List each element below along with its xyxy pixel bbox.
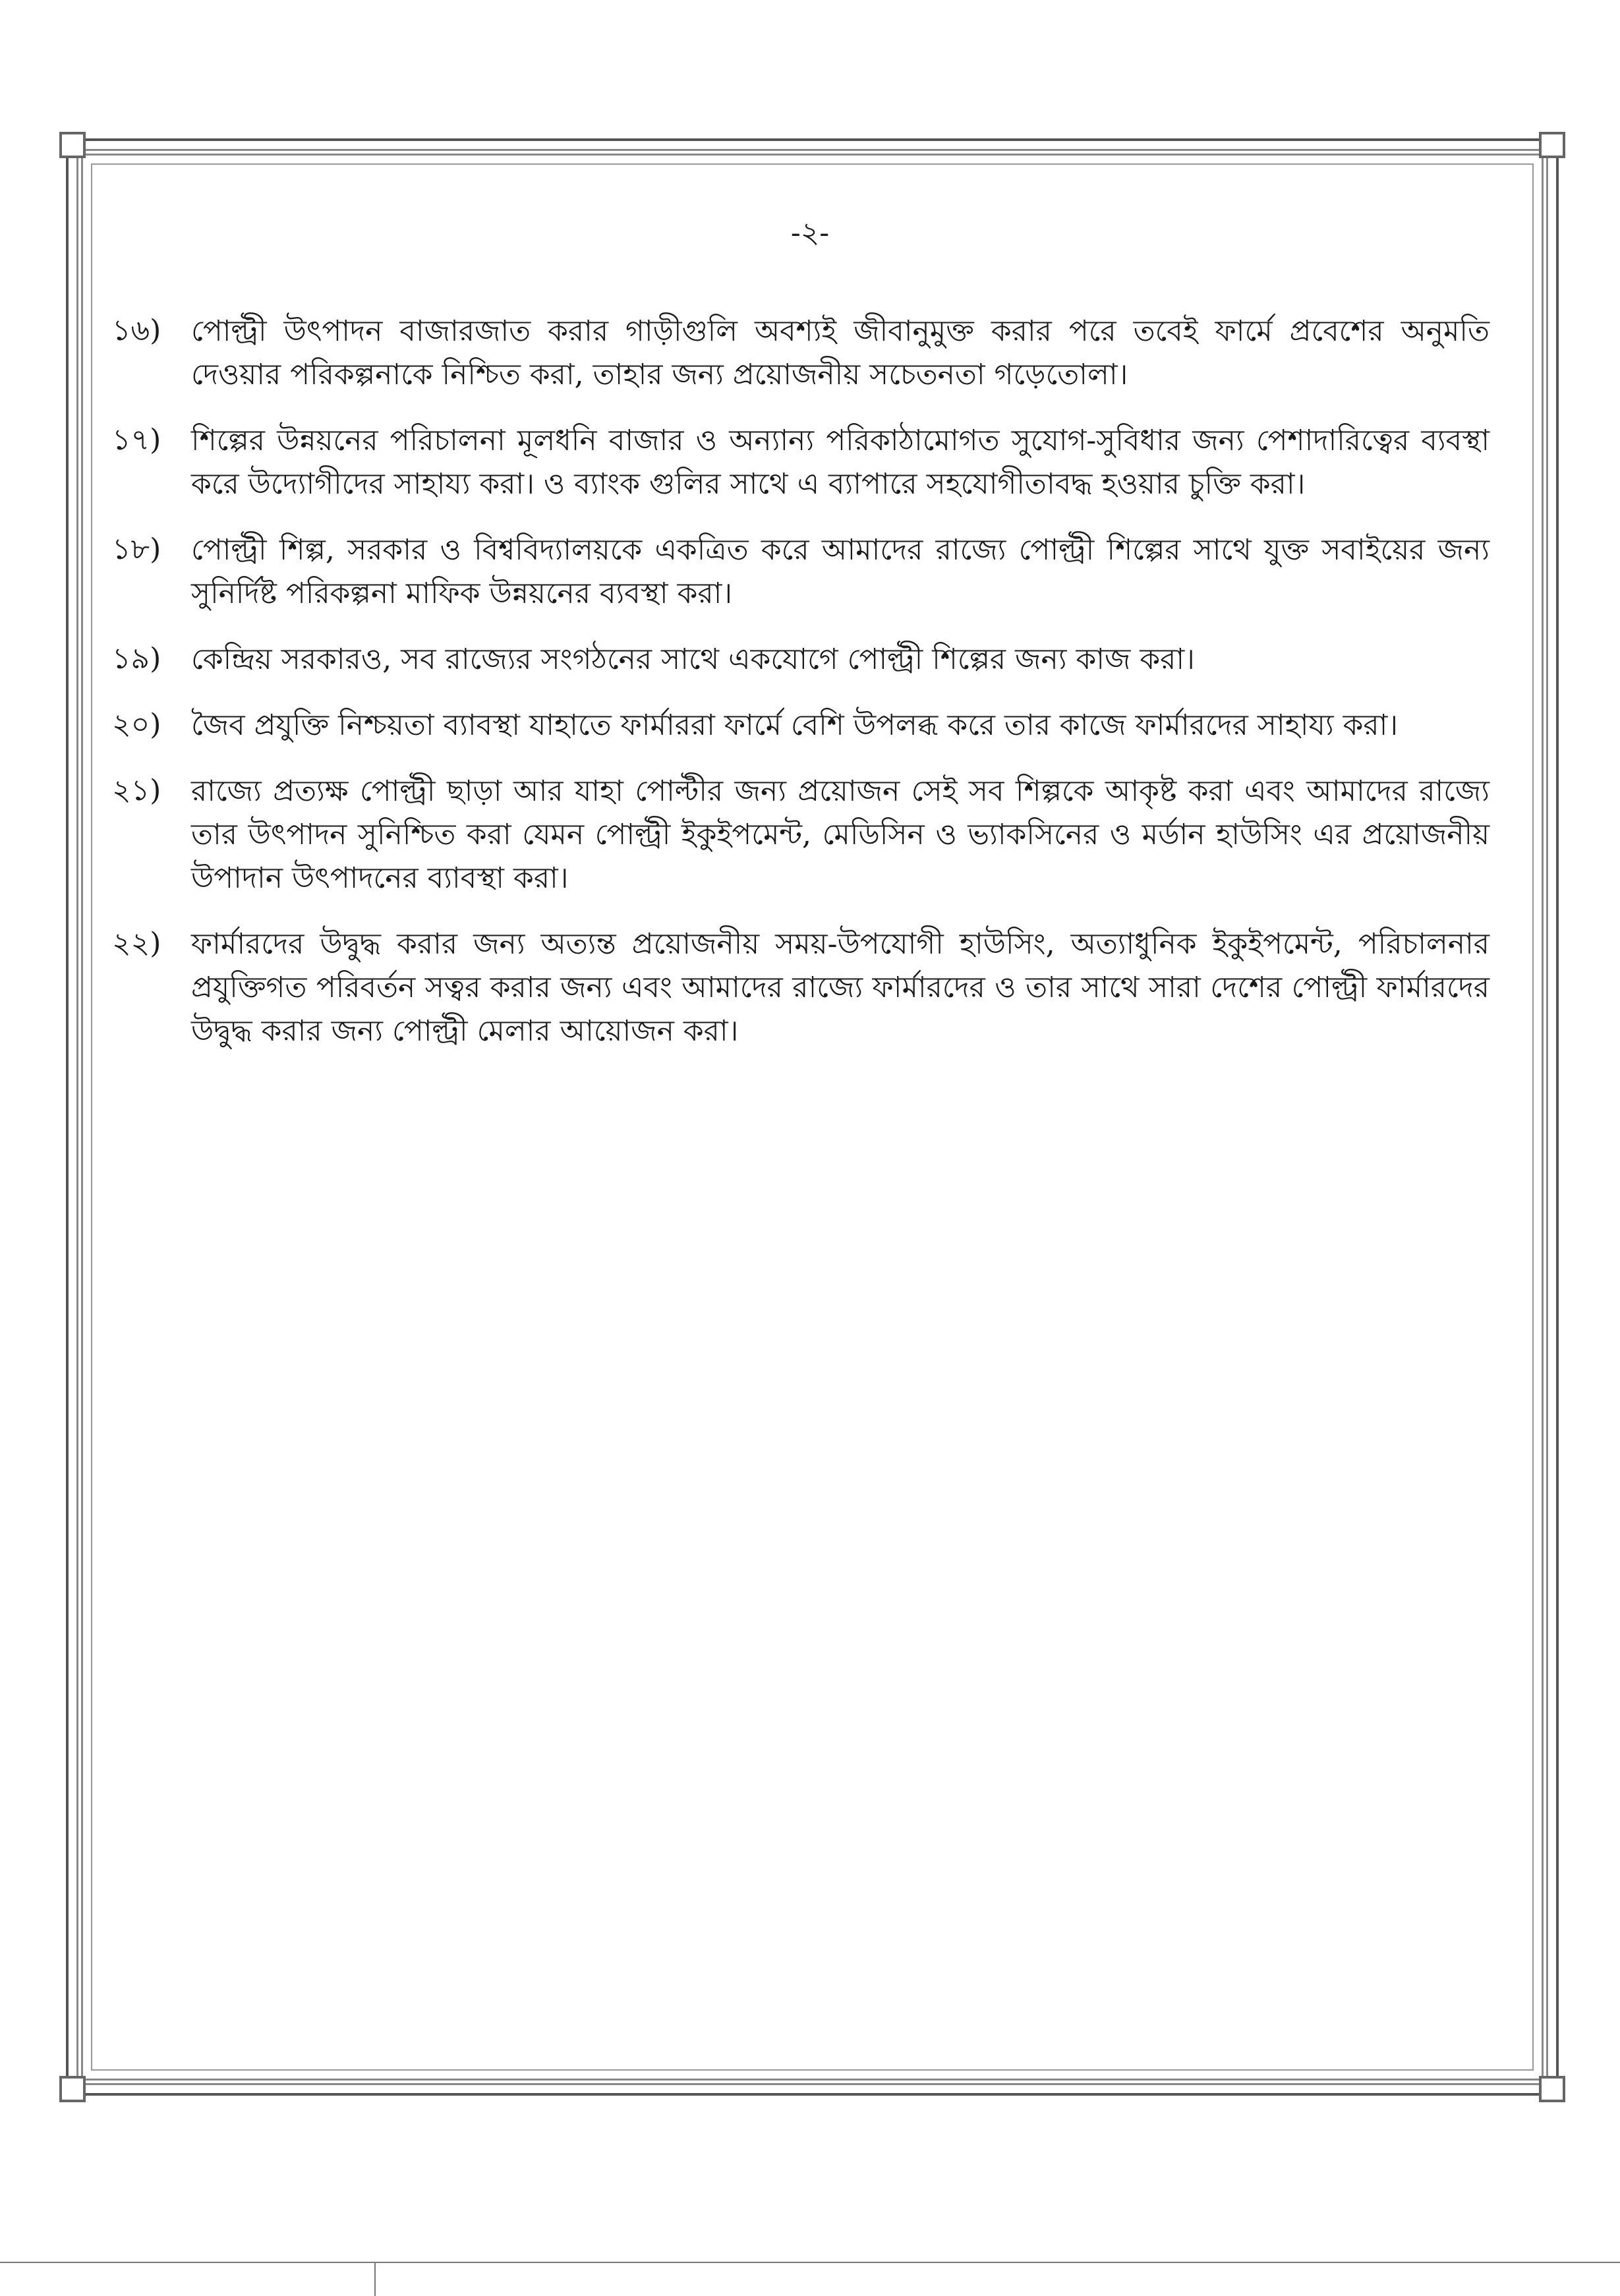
border-corner-bottom-right [1539,2076,1565,2102]
list-item [112,310,1490,397]
item-text: পোল্ট্রী শিল্প, সরকার ও বিশ্ববিদ্যালয়কে একত্রিত করে আমাদের রাজ্যে পোল্ট্রী শিল্পের সাথে যুক্ত সবাইয়ের জন্য সুনির্দিষ্ট পরিকল্পনা মাফিক উন্নয়নের ব্যবস্থা করা। [191,533,1490,610]
border-corner-top-right [1539,132,1565,158]
item-number: ১৭) [112,423,161,457]
border-corner-bottom-left [59,2076,86,2102]
list-item [112,419,1490,506]
item-number: ১৬) [112,314,161,347]
bottom-divider-tick [374,2262,376,2296]
border-corner-top-left [59,132,86,158]
item-text: রাজ্যে প্রত্যক্ষ পোল্ট্রী ছাড়া আর যাহা পোল্টীর জন্য প্রয়োজন সেই সব শিল্পকে আকৃষ্ট করা এবং আমাদের রাজ্যে তার উৎপাদন সুনিশ্চিত করা যেমন পোল্ট্রী ইকুইপমেন্ট, মেডিসিন ও ভ্যাকসিনের ও মর্ডান হাউসিং এর প্রয়োজনীয় উপাদান উৎপাদনের ব্যাবস্থা করা। [191,774,1490,895]
item-number: ১৯) [112,642,161,675]
item-text: ফার্মারদের উদ্বুদ্ধ করার জন্য অত্যন্ত প্রয়োজনীয় সময়-উপযোগী হাউসিং, অত্যাধুনিক ইকুইপমেন্ট, পরিচালনার প্রযুক্তিগত পরিবর্তন সত্বর করার জন্য এবং আমাদের রাজ্যে ফার্মারদের ও তার সাথে সারা দেশের পোল্ট্রী ফার্মারদের উদ্বুদ্ধ করার জন্য পোল্ট্রী মেলার আয়োজন করা। [191,927,1490,1048]
list-item [112,529,1490,616]
list-item [112,704,1490,747]
item-number: ১৮) [112,532,161,566]
list-item [112,770,1490,900]
item-number: ২০) [112,708,161,741]
item-number: ২১) [112,774,161,807]
item-text: কেন্দ্রিয় সরকারও, সব রাজ্যের সংগঠনের সাথে একযোগে পোল্ট্রী শিল্পের জন্য কাজ করা। [191,643,1195,676]
page-number: -২- [790,216,830,250]
item-text: শিল্পের উন্নয়নের পরিচালনা মূলধনি বাজার ও অন্যান্য পরিকাঠামোগত সুযোগ-সুবিধার জন্য পেশাদারিত্বের ব্যবস্থা করে উদ্যোগীদের সাহায্য করা। ও ব্যাংক গুলির সাথে এ ব্যাপারে সহযোগীতাবদ্ধ হওয়ার চুক্তি করা। [191,424,1490,501]
item-text: জৈব প্রযুক্তি নিশ্চয়তা ব্যাবস্থা যাহাতে ফার্মাররা ফার্মে বেশি উপলব্ধ করে তার কাজে ফার্মারদের সাহায্য করা। [191,708,1399,742]
item-text: পোল্ট্রী উৎপাদন বাজারজাত করার গাড়ীগুলি অবশ্যই জীবানুমুক্ত করার পরে তবেই ফার্মে প্রবেশের অনুমতি দেওয়ার পরিকল্পনাকে নিশ্চিত করা, তাহার জন্য প্রয়োজনীয় সচেতনতা গড়েতোলা। [191,314,1490,391]
bottom-divider [0,2262,1620,2263]
list-item [112,638,1490,681]
item-number: ২২) [112,927,161,960]
numbered-list [112,310,1490,1076]
list-item [112,923,1490,1053]
